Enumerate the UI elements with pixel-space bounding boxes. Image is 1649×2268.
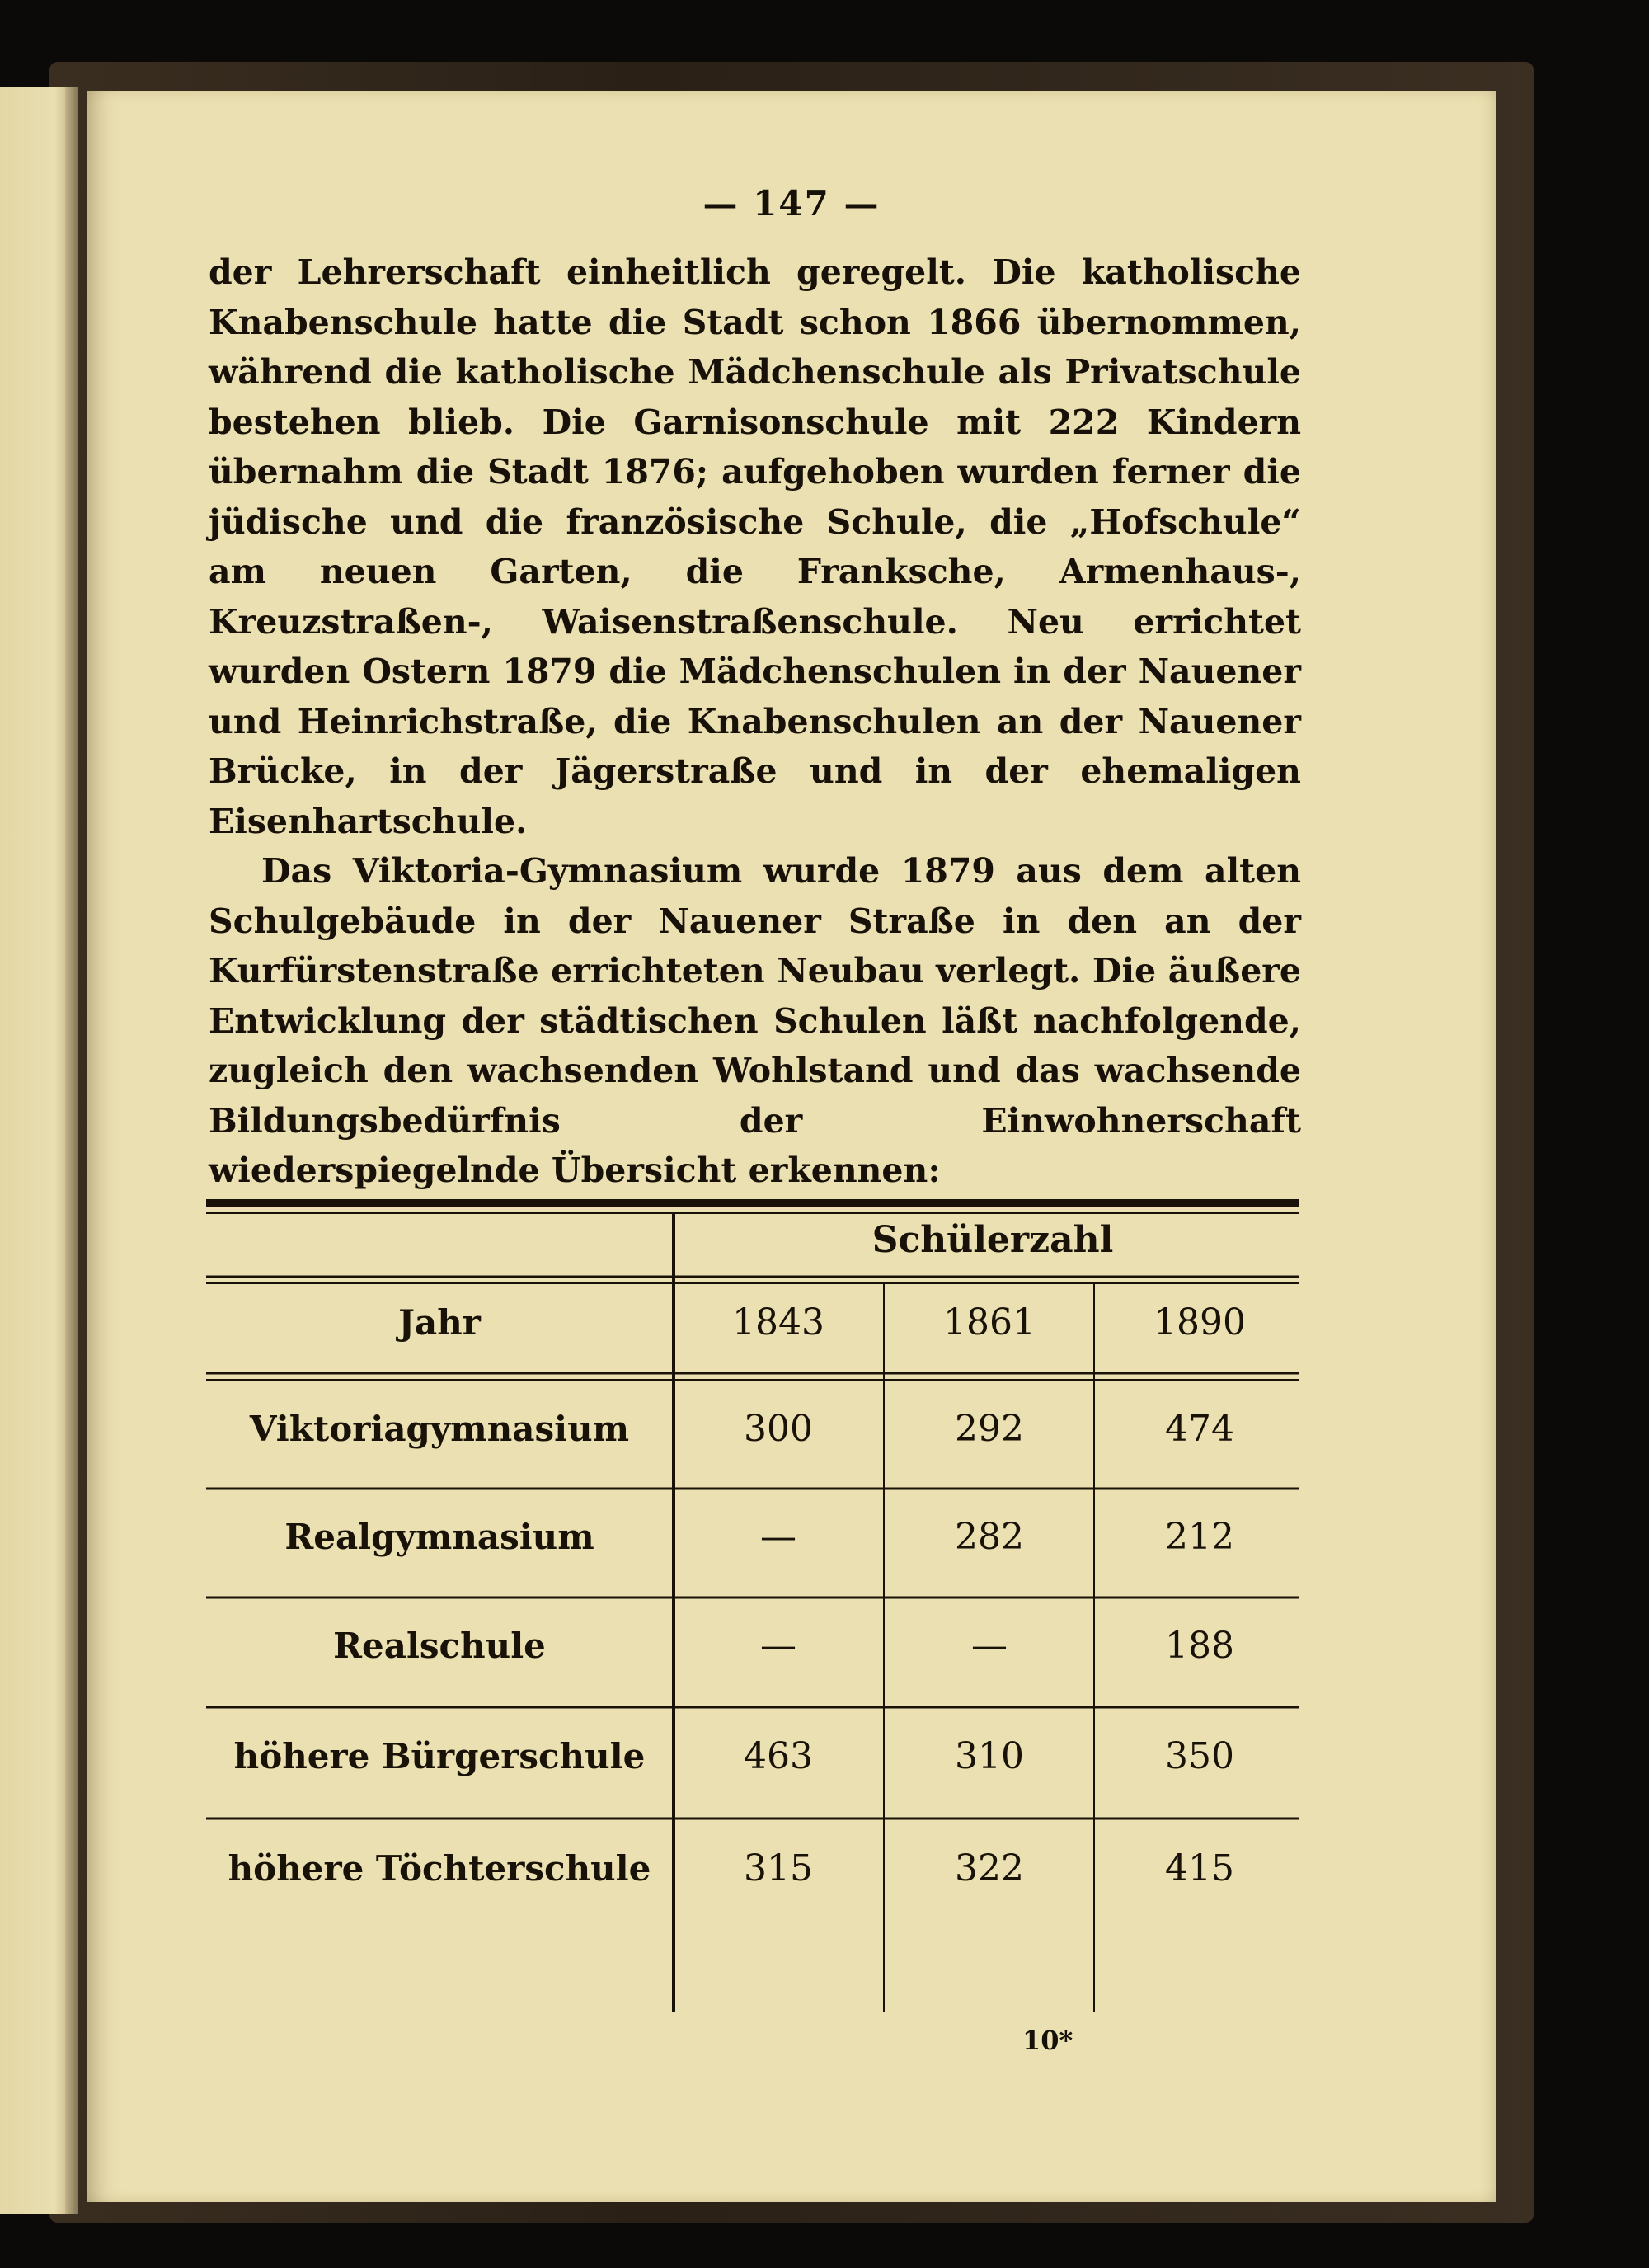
table-cell: 300 (744, 1408, 813, 1450)
row-label: Viktoriagymnasium (249, 1409, 630, 1449)
table-cell: 322 (955, 1847, 1024, 1889)
table-cell: — (760, 1516, 796, 1558)
table-cell: 474 (1165, 1408, 1234, 1450)
body-text (209, 247, 1301, 1196)
page-number: — 147 — (702, 183, 881, 224)
row-label: Realschule (333, 1626, 546, 1666)
table-top-rule-thin (206, 1212, 1299, 1214)
row-label: höhere Bürgerschule (233, 1736, 646, 1776)
table-cell: 212 (1165, 1516, 1234, 1558)
table-top-rule (206, 1199, 1299, 1207)
book-page (87, 91, 1496, 2202)
table-cell: — (971, 1625, 1008, 1667)
table-cell: 188 (1165, 1625, 1234, 1667)
table-cell: 415 (1165, 1847, 1234, 1889)
year-1890: 1890 (1153, 1301, 1246, 1343)
table-cell: 315 (744, 1847, 813, 1889)
year-1843: 1843 (732, 1301, 824, 1343)
table-cell: 292 (955, 1408, 1024, 1450)
table-cell: 463 (744, 1735, 813, 1777)
table-cell: 310 (955, 1735, 1024, 1777)
paragraph-2: Das Viktoria-Gymnasium wurde 1879 aus dem alten Schulgebäude in der Nauener Straße in den an der Kurfürstenstraße errichteten Neubau verlegt. Die äußere Entwicklung der städtischen Schulen läßt nachfolgende, zugleich den wachsenden Wohlstand und das wachsende Bildungsbedürfnis der Einwohnerschaft wiederspiegelnde Übersicht erkennen: (209, 851, 1301, 1190)
signature-mark: 10* (1022, 2025, 1073, 2056)
table-cell: — (760, 1625, 796, 1667)
left-page-edge (0, 87, 78, 2214)
table-cell: 282 (955, 1516, 1024, 1558)
paragraph-1: der Lehrerschaft einheitlich geregelt. Die katholische Knabenschule hatte die Stadt schon 1866 übernommen, während die katholische Mädchenschule als Privatschule bestehen blieb. Die Garnisonschule mit 222 Kindern übernahm die Stadt 1876; aufgehoben wurden ferner die jüdische und die französische Schule, die „Hofschule“ am neuen Garten, die Franksche, Armenhaus-, Kreuzstraßen-, Waisenstraßenschule. Neu errichtet wurden Ostern 1879 die Mädchenschulen in der Nauener und Heinrichstraße, die Knabenschulen an der Nauener Brücke, in der Jägerstraße und in der ehemaligen Eisenhartschule. (209, 252, 1301, 841)
year-1861: 1861 (943, 1301, 1036, 1343)
row-label: höhere Töchterschule (228, 1848, 651, 1889)
pupil-count-table (206, 1188, 1303, 2037)
gutter-shadow (65, 87, 78, 2214)
group-header: Schülerzahl (871, 1219, 1114, 1261)
row-header-jahr: Jahr (398, 1302, 481, 1343)
table-cell: 350 (1165, 1735, 1234, 1777)
row-label: Realgymnasium (284, 1517, 594, 1557)
